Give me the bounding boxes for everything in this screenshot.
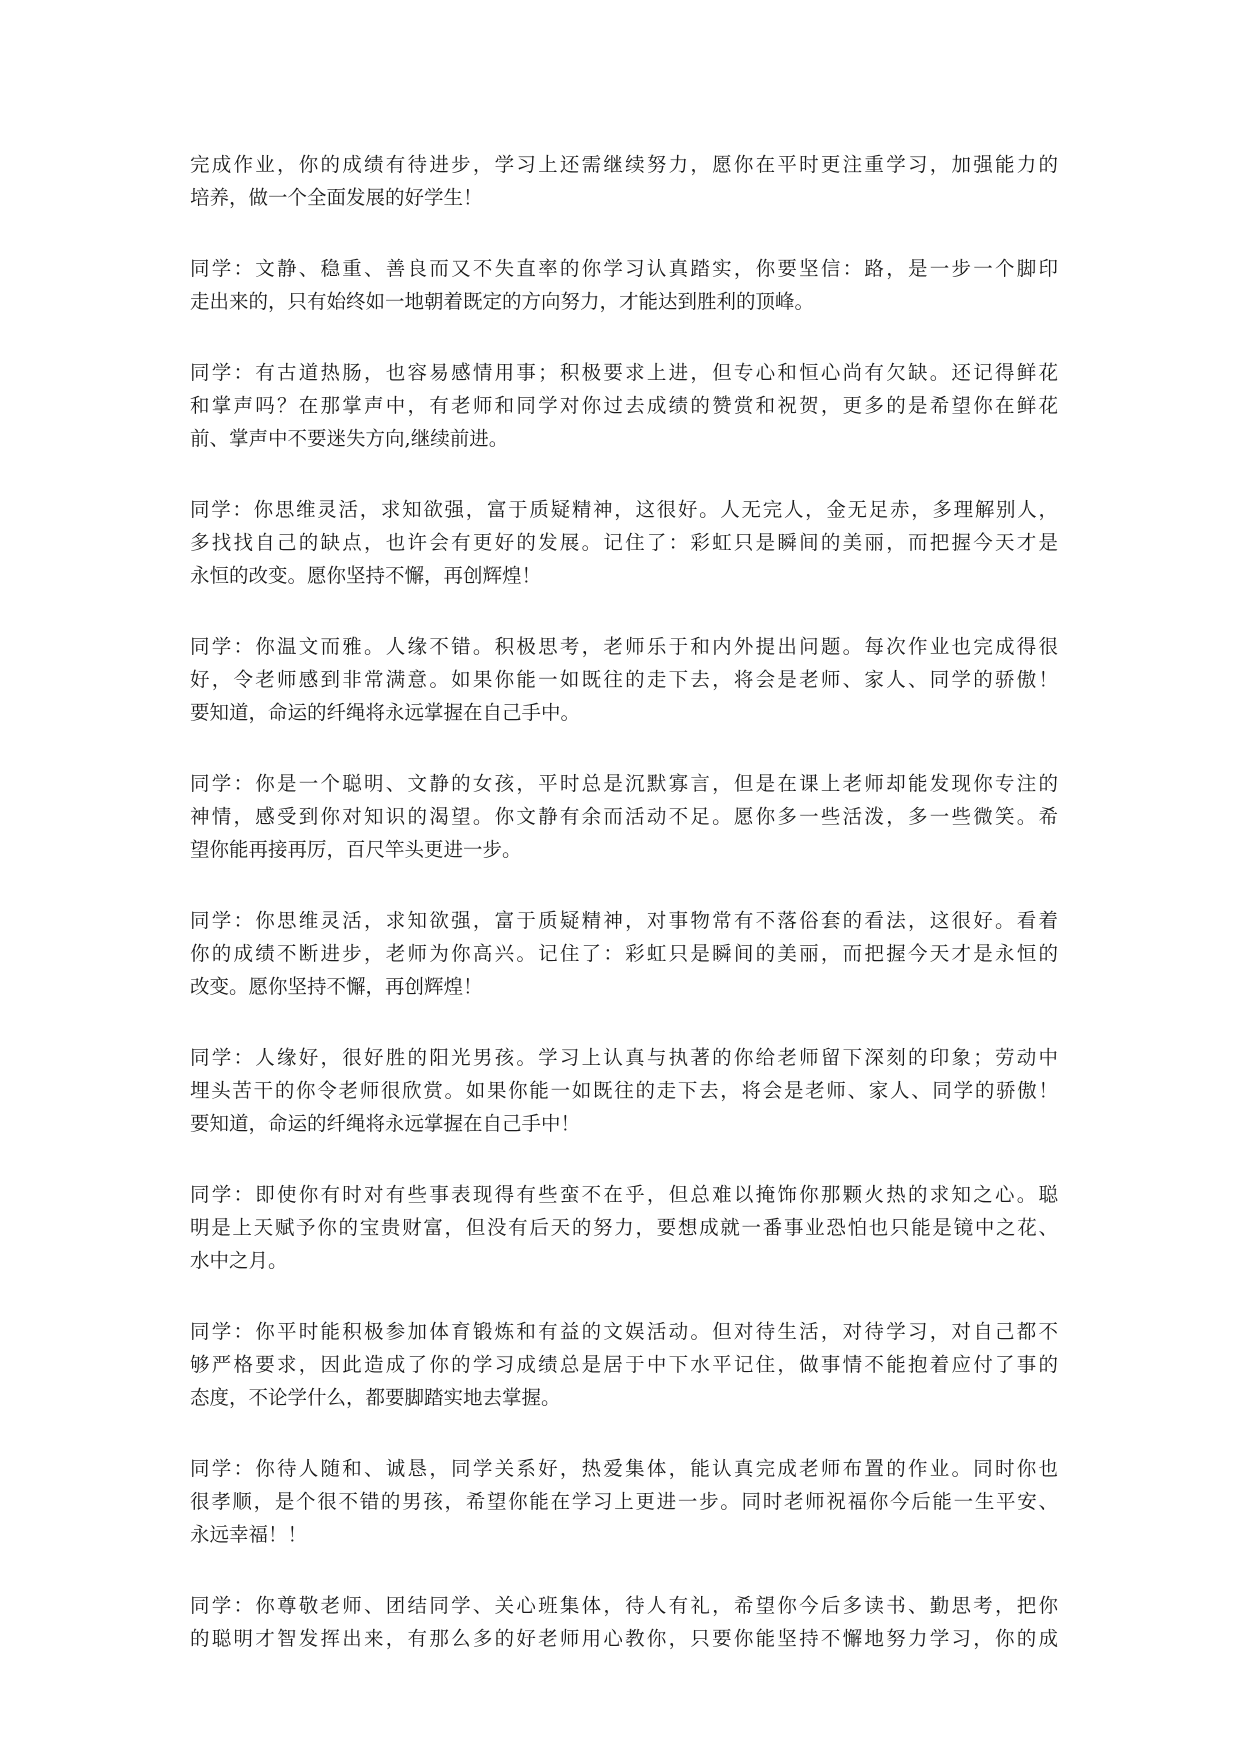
text-line: 要知道，命运的纤绳将永远掌握在自己手中。 <box>190 701 581 724</box>
text-line: 埋头苦干的你令老师很欣赏。如果你能一如既往的走下去，将会是老师、家人、同学的骄傲！ <box>190 1079 1058 1102</box>
text-line: 培养，做一个全面发展的好学生！ <box>190 186 483 209</box>
paragraph <box>190 493 1058 592</box>
paragraph <box>190 1315 1058 1414</box>
text-line: 同学：人缘好，很好胜的阳光男孩。学习上认真与执著的你给老师留下深刻的印象；劳动中 <box>190 1046 1058 1069</box>
text-line: 同学：你平时能积极参加体育锻炼和有益的文娱活动。但对待生活，对待学习，对自己都不 <box>190 1320 1058 1343</box>
text-line: 明是上天赋予你的宝贵财富，但没有后天的努力，要想成就一番事业恐怕也只能是镜中之花、 <box>190 1216 1058 1239</box>
text-line: 要知道，命运的纤绳将永远掌握在自己手中！ <box>190 1112 581 1135</box>
text-line: 同学：你是一个聪明、文静的女孩，平时总是沉默寡言，但是在课上老师却能发现你专注的 <box>190 772 1058 795</box>
text-line: 完成作业，你的成绩有待进步，学习上还需继续努力，愿你在平时更注重学习，加强能力的 <box>190 153 1058 176</box>
text-line: 好，令老师感到非常满意。如果你能一如既往的走下去，将会是老师、家人、同学的骄傲！ <box>190 668 1058 691</box>
paragraph <box>190 904 1058 1003</box>
paragraph <box>190 356 1058 455</box>
text-line: 水中之月。 <box>190 1249 288 1272</box>
text-line: 同学：你温文而雅。人缘不错。积极思考，老师乐于和内外提出问题。每次作业也完成得很 <box>190 635 1058 658</box>
text-line: 改变。愿你坚持不懈，再创辉煌！ <box>190 975 483 998</box>
paragraph <box>190 1178 1058 1277</box>
text-line: 多找找自己的缺点，也许会有更好的发展。记住了：彩虹只是瞬间的美丽，而把握今天才是 <box>190 531 1058 554</box>
document-body <box>190 148 1058 1693</box>
paragraph <box>190 1452 1058 1551</box>
text-line: 永恒的改变。愿你坚持不懈，再创辉煌！ <box>190 564 542 587</box>
paragraph <box>190 630 1058 729</box>
text-line: 望你能再接再厉，百尺竿头更进一步。 <box>190 838 522 861</box>
text-line: 和掌声吗？在那掌声中，有老师和同学对你过去成绩的赞赏和祝贺，更多的是希望你在鲜花 <box>190 394 1058 417</box>
text-line: 走出来的，只有始终如一地朝着既定的方向努力，才能达到胜利的顶峰。 <box>190 290 815 313</box>
text-line: 同学：有古道热肠，也容易感情用事；积极要求上进，但专心和恒心尚有欠缺。还记得鲜花 <box>190 361 1058 384</box>
text-line: 很孝顺，是个很不错的男孩，希望你能在学习上更进一步。同时老师祝福你今后能一生平安、 <box>190 1490 1058 1513</box>
text-line: 同学：即使你有时对有些事表现得有些蛮不在乎，但总难以掩饰你那颗火热的求知之心。聪 <box>190 1183 1058 1206</box>
paragraph <box>190 252 1058 318</box>
text-line: 你的成绩不断进步，老师为你高兴。记住了：彩虹只是瞬间的美丽，而把握今天才是永恒的 <box>190 942 1058 965</box>
text-line: 态度，不论学什么，都要脚踏实地去掌握。 <box>190 1386 561 1409</box>
text-line: 同学：你尊敬老师、团结同学、关心班集体，待人有礼，希望你今后多读书、勤思考，把你 <box>190 1594 1058 1617</box>
text-line: 同学：你待人随和、诚恳，同学关系好，热爱集体，能认真完成老师布置的作业。同时你也 <box>190 1457 1058 1480</box>
text-line: 同学：文静、稳重、善良而又不失直率的你学习认真踏实，你要坚信：路，是一步一个脚印 <box>190 257 1058 280</box>
paragraph <box>190 767 1058 866</box>
paragraph <box>190 148 1058 214</box>
text-line: 前、掌声中不要迷失方向,继续前进。 <box>190 427 509 450</box>
text-line: 同学：你思维灵活，求知欲强，富于质疑精神，对事物常有不落俗套的看法，这很好。看着 <box>190 909 1058 932</box>
text-line: 够严格要求，因此造成了你的学习成绩总是居于中下水平记住，做事情不能抱着应付了事的 <box>190 1353 1058 1376</box>
paragraph <box>190 1589 1058 1655</box>
text-line: 永远幸福！！ <box>190 1523 308 1546</box>
paragraph <box>190 1041 1058 1140</box>
text-line: 神情，感受到你对知识的渴望。你文静有余而活动不足。愿你多一些活泼，多一些微笑。希 <box>190 805 1058 828</box>
text-line: 的聪明才智发挥出来，有那么多的好老师用心教你，只要你能坚持不懈地努力学习，你的成 <box>190 1627 1058 1650</box>
text-line: 同学：你思维灵活，求知欲强，富于质疑精神，这很好。人无完人，金无足赤，多理解别人， <box>190 498 1058 521</box>
